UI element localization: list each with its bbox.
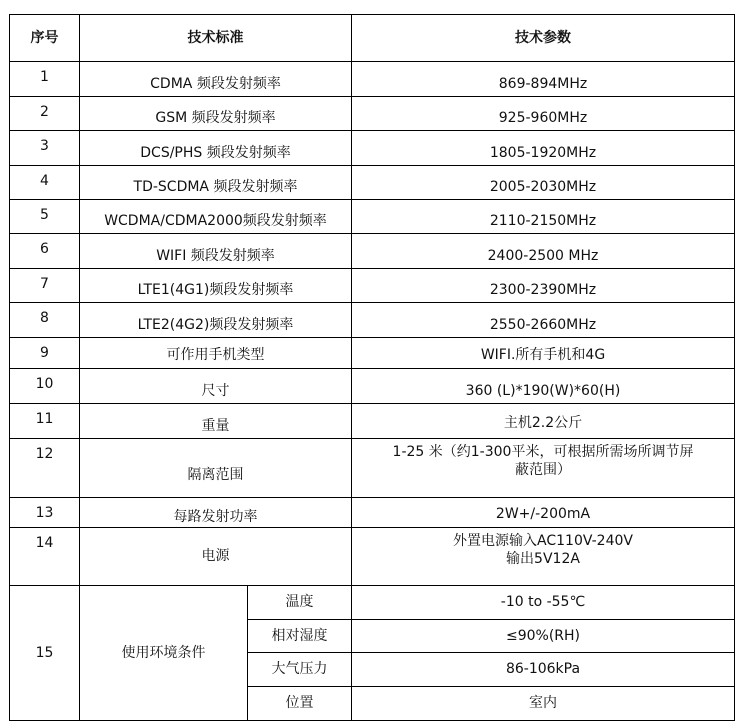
- table-row: [10, 528, 735, 586]
- row-standard: 隔离范围: [80, 439, 352, 498]
- row-value-line2: 输出5V12A: [506, 551, 580, 568]
- env-item-value: -10 to -55℃: [352, 586, 735, 620]
- row-value-line1: 1-25 米（约1-300平米，可根据所需场所调节屏: [392, 444, 694, 460]
- row-number: 5: [10, 200, 80, 234]
- env-item-name: 位置: [248, 687, 352, 721]
- table-row: [10, 439, 735, 498]
- row-number: 7: [10, 269, 80, 303]
- row-standard: 每路发射功率: [80, 498, 352, 528]
- table-row: [10, 338, 735, 369]
- row-value: 2005-2030MHz: [352, 166, 735, 200]
- table-row: [10, 234, 735, 269]
- env-item-name: 大气压力: [248, 653, 352, 687]
- table-row: [10, 62, 735, 97]
- row-standard: WIFI 频段发射频率: [80, 234, 352, 269]
- row-value: [352, 528, 735, 586]
- table-row: [10, 369, 735, 404]
- env-item-value: 86-106kPa: [352, 653, 735, 687]
- table-row: [10, 166, 735, 200]
- row-standard: 电源: [80, 528, 352, 586]
- header-standard: 技术标准: [80, 15, 352, 62]
- table-row: [10, 404, 735, 439]
- env-label: 使用环境条件: [80, 586, 248, 721]
- row-value: 2550-2660MHz: [352, 303, 735, 338]
- row-value: 1805-1920MHz: [352, 131, 735, 166]
- row-number: 15: [10, 586, 80, 721]
- row-standard: LTE2(4G2)频段发射频率: [80, 303, 352, 338]
- row-number: 11: [10, 404, 80, 439]
- row-value: 主机2.2公斤: [352, 404, 735, 439]
- row-standard: GSM 频段发射频率: [80, 97, 352, 131]
- env-item-value: ≤90%(RH): [352, 620, 735, 653]
- row-standard: 重量: [80, 404, 352, 439]
- header-row: [10, 15, 735, 62]
- row-standard: DCS/PHS 频段发射频率: [80, 131, 352, 166]
- row-value-line1: 外置电源输入AC110V-240V: [453, 533, 633, 549]
- row-value: 360 (L)*190(W)*60(H): [352, 369, 735, 404]
- table-row: [10, 131, 735, 166]
- table-row: [10, 200, 735, 234]
- row-standard: CDMA 频段发射频率: [80, 62, 352, 97]
- row-value-line2: 蔽范围）: [515, 462, 571, 479]
- row-number: 9: [10, 338, 80, 369]
- row-value: 2110-2150MHz: [352, 200, 735, 234]
- row-value: 925-960MHz: [352, 97, 735, 131]
- row-number: 6: [10, 234, 80, 269]
- row-number: 4: [10, 166, 80, 200]
- env-item-name: 温度: [248, 586, 352, 620]
- row-value: 2400-2500 MHz: [352, 234, 735, 269]
- row-number: 13: [10, 498, 80, 528]
- row-value: WIFI.所有手机和4G: [352, 338, 735, 369]
- table-row: [10, 303, 735, 338]
- env-item-value: 室内: [352, 687, 735, 721]
- row-number: 12: [10, 439, 80, 498]
- row-number: 14: [10, 528, 80, 586]
- row-number: 3: [10, 131, 80, 166]
- row-value: 2300-2390MHz: [352, 269, 735, 303]
- env-item-name: 相对湿度: [248, 620, 352, 653]
- row-standard: WCDMA/CDMA2000频段发射频率: [80, 200, 352, 234]
- spec-table: [9, 14, 735, 721]
- row-value: 869-894MHz: [352, 62, 735, 97]
- row-standard: TD-SCDMA 频段发射频率: [80, 166, 352, 200]
- row-value: 2W+/-200mA: [352, 498, 735, 528]
- table-row: [10, 498, 735, 528]
- row-number: 8: [10, 303, 80, 338]
- row-number: 10: [10, 369, 80, 404]
- env-row: [10, 586, 735, 620]
- row-number: 1: [10, 62, 80, 97]
- header-no: 序号: [10, 15, 80, 62]
- table-row: [10, 97, 735, 131]
- row-standard: 尺寸: [80, 369, 352, 404]
- table-row: [10, 269, 735, 303]
- row-standard: LTE1(4G1)频段发射频率: [80, 269, 352, 303]
- row-number: 2: [10, 97, 80, 131]
- row-standard: 可作用手机类型: [80, 338, 352, 369]
- header-parameter: 技术参数: [352, 15, 735, 62]
- row-value: [352, 439, 735, 498]
